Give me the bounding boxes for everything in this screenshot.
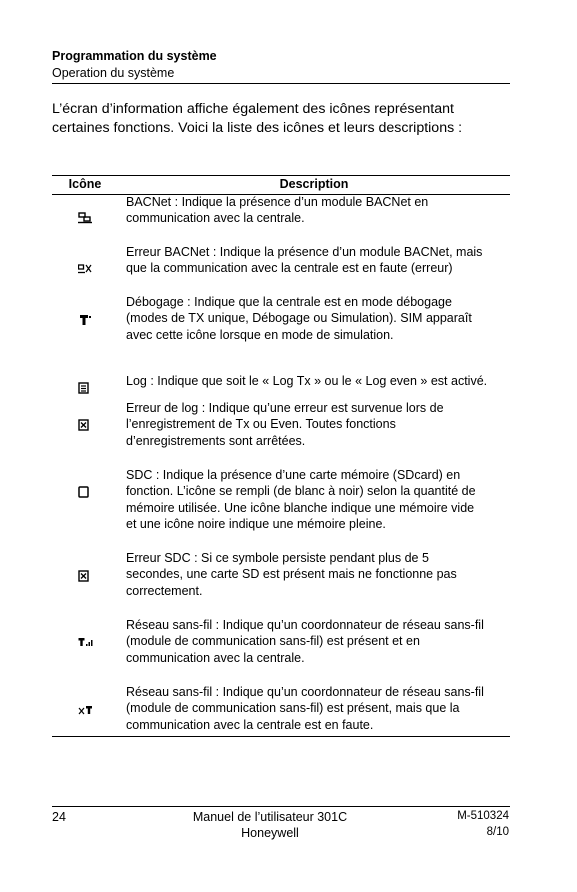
wireless-icon [78, 636, 92, 650]
table-bottom-rule [52, 736, 510, 737]
row-text: communication avec la centrale. [126, 211, 305, 226]
row-text: d’enregistrements sont arrêtées. [126, 433, 306, 448]
row-text: Réseau sans-fil : Indique qu’un coordonnateur de réseau sans-fil [126, 618, 484, 632]
row-text: Erreur SDC : Si ce symbole persiste pendant plus de 5 [126, 551, 429, 565]
section-title: Programmation du système [52, 49, 217, 63]
row-text: BACNet : Indique la présence d’un module BACNet en [126, 195, 429, 209]
intro-line: certaines fonctions. Voici la liste des icônes et leurs descriptions : [52, 120, 463, 136]
footer-manual-title: Manuel de l’utilisateur 301C [192, 810, 348, 824]
intro-paragraph [52, 100, 512, 138]
row-text: communication avec la centrale. [126, 650, 305, 665]
row-text: et une icône noire indique une mémoire pleine. [126, 516, 386, 531]
row-text: que la communication avec la centrale est en faute (erreur) [126, 261, 453, 276]
row-text: secondes, une carte SD est présent mais ne fonctionne pas [126, 567, 457, 582]
bacnet-icon [78, 212, 92, 226]
wireless-error-icon [78, 704, 92, 718]
row-text: mémoire utilisée. Une icône blanche indique une mémoire vide [126, 500, 475, 515]
log-error-icon [78, 419, 92, 433]
row-text: correctement. [126, 583, 203, 598]
row-text: l’enregistrement de Tx ou Even. Toutes fonctions [126, 417, 396, 432]
icon-table-header [52, 175, 510, 195]
footer-divider [52, 806, 510, 807]
row-text: (module de communication sans-fil) est présent, mais que la [126, 701, 460, 716]
row-text: Débogage : Indique que la centrale est en mode débogage [126, 295, 452, 309]
row-text: Erreur de log : Indique qu’une erreur est survenue lors de [126, 401, 444, 415]
row-text: avec cette icône lorsque en mode de simulation. [126, 327, 394, 342]
column-header-icon: Icône [68, 177, 102, 191]
section-subtitle: Operation du système [52, 66, 175, 80]
page-number: 24 [52, 810, 66, 824]
row-text: (modes de TX unique, Débogage ou Simulation). SIM apparaît [126, 311, 472, 326]
log-icon [78, 382, 92, 396]
footer-doc-number: M-510324 [457, 810, 509, 822]
footer-brand: Honeywell [241, 826, 299, 840]
row-text: (module de communication sans-fil) est présent et en [126, 634, 420, 649]
sd-card-icon [78, 486, 92, 500]
debug-icon [78, 314, 92, 328]
column-header-description: Description [279, 177, 349, 191]
intro-line: L’écran d’information affiche également des icônes représentant [52, 101, 454, 117]
row-text: communication avec la centrale est en faute. [126, 717, 374, 732]
bacnet-error-icon [78, 263, 92, 277]
row-text: fonction. L’icône se rempli (de blanc à noir) selon la quantité de [126, 484, 476, 499]
row-text: SDC : Indique la présence d’une carte mémoire (SDcard) en [126, 468, 461, 482]
sd-card-error-icon [78, 570, 92, 584]
row-text: Réseau sans-fil : Indique qu’un coordonnateur de réseau sans-fil [126, 685, 484, 699]
footer-date: 8/10 [486, 826, 509, 838]
row-text: Erreur BACNet : Indique la présence d’un module BACNet, mais [126, 245, 483, 259]
header-divider [52, 83, 510, 84]
row-text: Log : Indique que soit le « Log Tx » ou le « Log even » est activé. [126, 374, 488, 388]
